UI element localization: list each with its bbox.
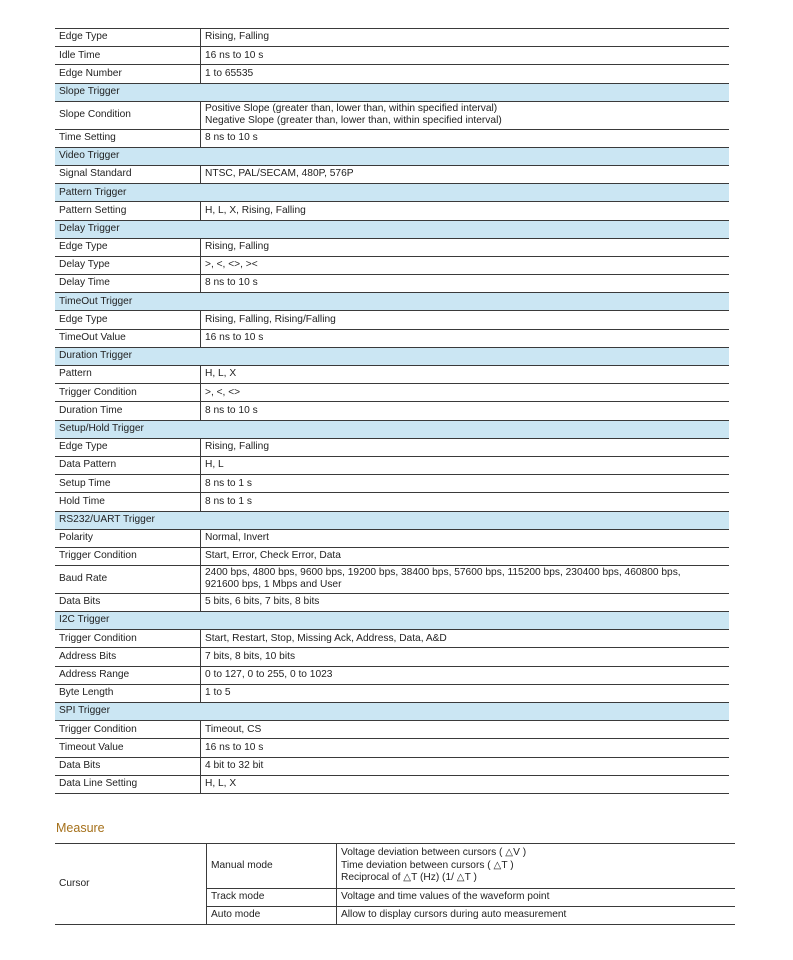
measure-description-cell: Voltage and time values of the waveform point [337,889,736,907]
spec-label: Trigger Condition [55,630,201,648]
spec-row [55,202,729,220]
measure-spec-table [55,843,735,925]
section-header: Setup/Hold Trigger [55,420,729,438]
spec-label: Timeout Value [55,739,201,757]
section-header: Delay Trigger [55,220,729,238]
spec-label: Byte Length [55,684,201,702]
trigger-spec-table [55,28,729,794]
spec-value: Start, Restart, Stop, Missing Ack, Address, Data, A&D [201,630,730,648]
section-header-row [55,293,729,311]
measure-mode-cell: Manual mode [207,844,337,889]
spec-label: Edge Number [55,65,201,83]
spec-value: 8 ns to 1 s [201,475,730,493]
spec-label: Data Line Setting [55,775,201,793]
spec-row [55,666,729,684]
spec-label: Delay Type [55,256,201,274]
spec-label: Trigger Condition [55,547,201,565]
spec-value: 1 to 5 [201,684,730,702]
spec-row [55,739,729,757]
spec-value: Rising, Falling [201,438,730,456]
section-header-row [55,703,729,721]
spec-value: NTSC, PAL/SECAM, 480P, 576P [201,165,730,183]
spec-label: Idle Time [55,47,201,65]
spec-value: 8 ns to 10 s [201,402,730,420]
spec-label: Trigger Condition [55,721,201,739]
spec-value: 1 to 65535 [201,65,730,83]
spec-label: Signal Standard [55,165,201,183]
spec-label: Address Range [55,666,201,684]
section-header-row [55,220,729,238]
measure-mode-cell: Track mode [207,889,337,907]
section-header: SPI Trigger [55,703,729,721]
spec-row [55,129,729,147]
spec-label: Hold Time [55,493,201,511]
spec-label: Address Bits [55,648,201,666]
section-header-row [55,83,729,101]
spec-row [55,165,729,183]
spec-label: Edge Type [55,438,201,456]
spec-value: Rising, Falling [201,29,730,47]
spec-label: Pattern Setting [55,202,201,220]
spec-row [55,630,729,648]
spec-label: Edge Type [55,311,201,329]
spec-label: Pattern [55,366,201,384]
spec-row [55,475,729,493]
spec-value: 16 ns to 10 s [201,739,730,757]
spec-row [55,438,729,456]
spec-value: >, <, <> [201,384,730,402]
spec-row [55,366,729,384]
spec-label: Baud Rate [55,566,201,594]
spec-value: 16 ns to 10 s [201,329,730,347]
spec-value: 8 ns to 10 s [201,129,730,147]
section-header: Pattern Trigger [55,184,729,202]
section-header: I2C Trigger [55,612,729,630]
spec-row [55,529,729,547]
spec-label: Data Pattern [55,456,201,474]
spec-row [55,684,729,702]
spec-row [55,311,729,329]
spec-row [55,65,729,83]
spec-label: Delay Time [55,275,201,293]
spec-row [55,275,729,293]
spec-label: Time Setting [55,129,201,147]
spec-row [55,648,729,666]
section-header: Slope Trigger [55,83,729,101]
measure-category-cell: Cursor [55,844,207,925]
spec-value: Rising, Falling, Rising/Falling [201,311,730,329]
spec-value: Positive Slope (greater than, lower than, within specified interval) Negative Slope (greater than, lower than, within specified interval) [201,101,730,129]
section-header-row [55,511,729,529]
spec-row [55,47,729,65]
spec-value: 7 bits, 8 bits, 10 bits [201,648,730,666]
spec-value: Normal, Invert [201,529,730,547]
section-header: Video Trigger [55,147,729,165]
section-header-row [55,347,729,365]
spec-row [55,402,729,420]
spec-value: H, L, X [201,366,730,384]
spec-value: H, L, X, Rising, Falling [201,202,730,220]
spec-label: Duration Time [55,402,201,420]
section-header: Duration Trigger [55,347,729,365]
spec-value: H, L [201,456,730,474]
spec-row [55,721,729,739]
measure-row-manual [55,844,735,889]
spec-label: Slope Condition [55,101,201,129]
spec-label: Trigger Condition [55,384,201,402]
section-header-row [55,420,729,438]
spec-row [55,493,729,511]
spec-row [55,593,729,611]
measure-description-cell: Voltage deviation between cursors ( △V ) Time deviation between cursors ( △T ) Reciprocal of △T (Hz) (1/ △T ) [337,844,736,889]
spec-label: TimeOut Value [55,329,201,347]
spec-row [55,456,729,474]
spec-row [55,238,729,256]
spec-value: 0 to 127, 0 to 255, 0 to 1023 [201,666,730,684]
spec-row [55,384,729,402]
spec-label: Polarity [55,529,201,547]
spec-row [55,101,729,129]
spec-value: 5 bits, 6 bits, 7 bits, 8 bits [201,593,730,611]
trigger-spec-body [55,29,729,794]
spec-label: Data Bits [55,593,201,611]
spec-row [55,29,729,47]
measure-description-cell: Allow to display cursors during auto measurement [337,907,736,925]
measure-section-title: Measure [56,821,105,835]
spec-row [55,256,729,274]
section-header-row [55,147,729,165]
spec-value: Rising, Falling [201,238,730,256]
measure-mode-cell: Auto mode [207,907,337,925]
section-header: RS232/UART Trigger [55,511,729,529]
section-header-row [55,612,729,630]
section-header-row [55,184,729,202]
spec-value: 16 ns to 10 s [201,47,730,65]
spec-label: Edge Type [55,29,201,47]
spec-value: 8 ns to 10 s [201,275,730,293]
spec-row [55,329,729,347]
spec-value: 4 bit to 32 bit [201,757,730,775]
spec-value: 8 ns to 1 s [201,493,730,511]
spec-value: H, L, X [201,775,730,793]
spec-label: Edge Type [55,238,201,256]
spec-value: >, <, <>, >< [201,256,730,274]
spec-value: 2400 bps, 4800 bps, 9600 bps, 19200 bps, 38400 bps, 57600 bps, 115200 bps, 230400 bps, 460800 bps, 921600 bps, 1 Mbps and User [201,566,730,594]
spec-label: Data Bits [55,757,201,775]
spec-label: Setup Time [55,475,201,493]
spec-value: Timeout, CS [201,721,730,739]
spec-row [55,775,729,793]
spec-value: Start, Error, Check Error, Data [201,547,730,565]
spec-row [55,547,729,565]
spec-row [55,757,729,775]
spec-row [55,566,729,594]
section-header: TimeOut Trigger [55,293,729,311]
